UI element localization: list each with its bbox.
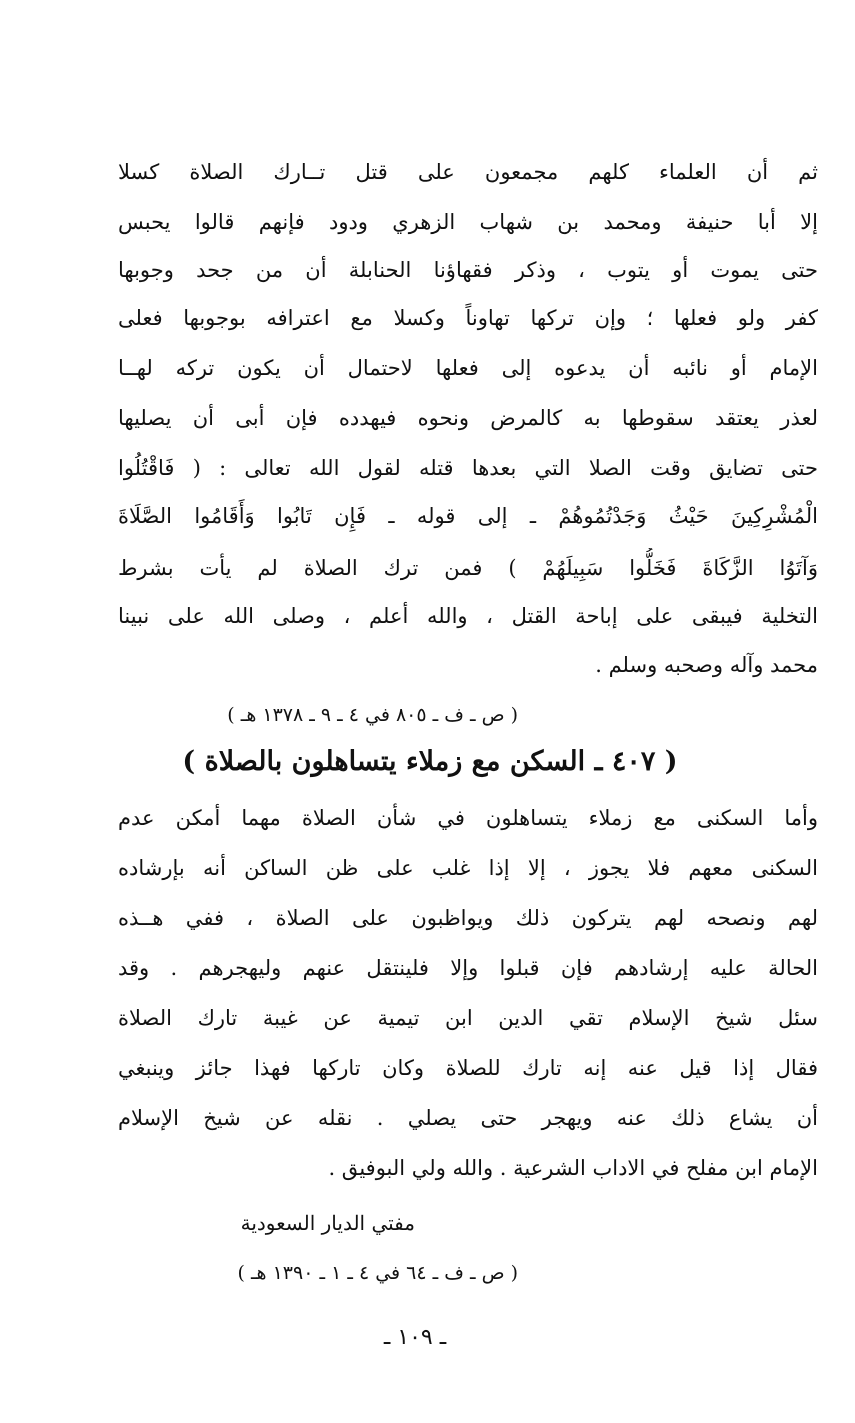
fatwa-reference: ( ص ـ ف ـ ٦٤ في ٤ ـ ١ ـ ١٣٩٠ هـ ) — [237, 1262, 518, 1284]
body-text-line: ثم أن العلماء كلهم مجمعون على قتل تــارك الصلاة كسلا — [118, 160, 818, 184]
body-text-line: السكنى معهم فلا يجوز ، إلا إذا غلب على ظن الساكن أنه بإرشاده — [118, 856, 818, 880]
body-text-line: إلا أبا حنيفة ومحمد بن شهاب الزهري ودود فإنهم قالوا يحبس — [118, 210, 818, 234]
page-number: ـ ١٠٩ ـ — [383, 1325, 447, 1350]
body-text-line: كفر ولو فعلها ؛ وإن تركها تهاوناً وكسلا مع اعترافه بوجوبها فعلى — [118, 306, 818, 330]
body-text-line: الإمام أو نائبه أن يدعوه إلى فعلها لاحتمال أن يكون تركه لهــا — [118, 356, 818, 380]
body-text-line: حتى تضايق وقت الصلا التي بعدها قتله لقول الله تعالى : ( فَاقْتُلُوا — [118, 456, 818, 480]
body-text-line: سئل شيخ الإسلام تقي الدين ابن تيمية عن غيبة تارك الصلاة — [118, 1006, 818, 1030]
fatwa-reference: ( ص ـ ف ـ ٨٠٥ في ٤ ـ ٩ ـ ١٣٧٨ هـ ) — [227, 704, 518, 726]
body-text-line: التخلية فيبقى على إباحة القتل ، والله أعلم ، وصلى الله على نبينا — [118, 604, 818, 628]
body-text-line: لعذر يعتقد سقوطها به كالمرض ونحوه فيهدده فإن أبى أن يصليها — [118, 406, 818, 430]
body-text-line: الإمام ابن مفلح في الاداب الشرعية . والله ولي البوفيق . — [328, 1156, 818, 1180]
body-text-line: حتى يموت أو يتوب ، وذكر فقهاؤنا الحنابلة أن من جحد وجوبها — [118, 258, 818, 282]
signature: مفتي الديار السعودية — [240, 1211, 415, 1235]
body-text-line: لهم ونصحه لهم يتركون ذلك ويواظبون على الصلاة ، ففي هــذه — [118, 906, 818, 930]
section-heading: ( ٤٠٧ ـ السكن مع زملاء يتساهلون بالصلاة ) — [182, 746, 678, 777]
body-text-line: محمد وآله وصحبه وسلم . — [595, 653, 818, 677]
quran-verse-line: الْمُشْرِكِينَ حَيْثُ وَجَدْتُمُوهُمْ ـ إلى قوله ـ فَإِن تَابُوا وَأَقَامُوا الصَّلَاةَ — [118, 504, 818, 528]
body-text-line: وَآتَوُا الزَّكَاةَ فَخَلُّوا سَبِيلَهُمْ ) فمن ترك الصلاة لم يأت بشرط — [118, 556, 818, 580]
body-text-line: أن يشاع ذلك عنه ويهجر حتى يصلي . نقله عن شيخ الإسلام — [118, 1106, 818, 1130]
body-text-line: الحالة عليه إرشادهم فإن قبلوا وإلا فلينتقل عنهم وليهجرهم . وقد — [118, 956, 818, 980]
body-text-line: فقال إذا قيل عنه إنه تارك للصلاة وكان تاركها فهذا جائز وينبغي — [118, 1056, 818, 1080]
body-text-line: وأما السكنى مع زملاء يتساهلون في شأن الصلاة مهما أمكن عدم — [118, 806, 818, 830]
